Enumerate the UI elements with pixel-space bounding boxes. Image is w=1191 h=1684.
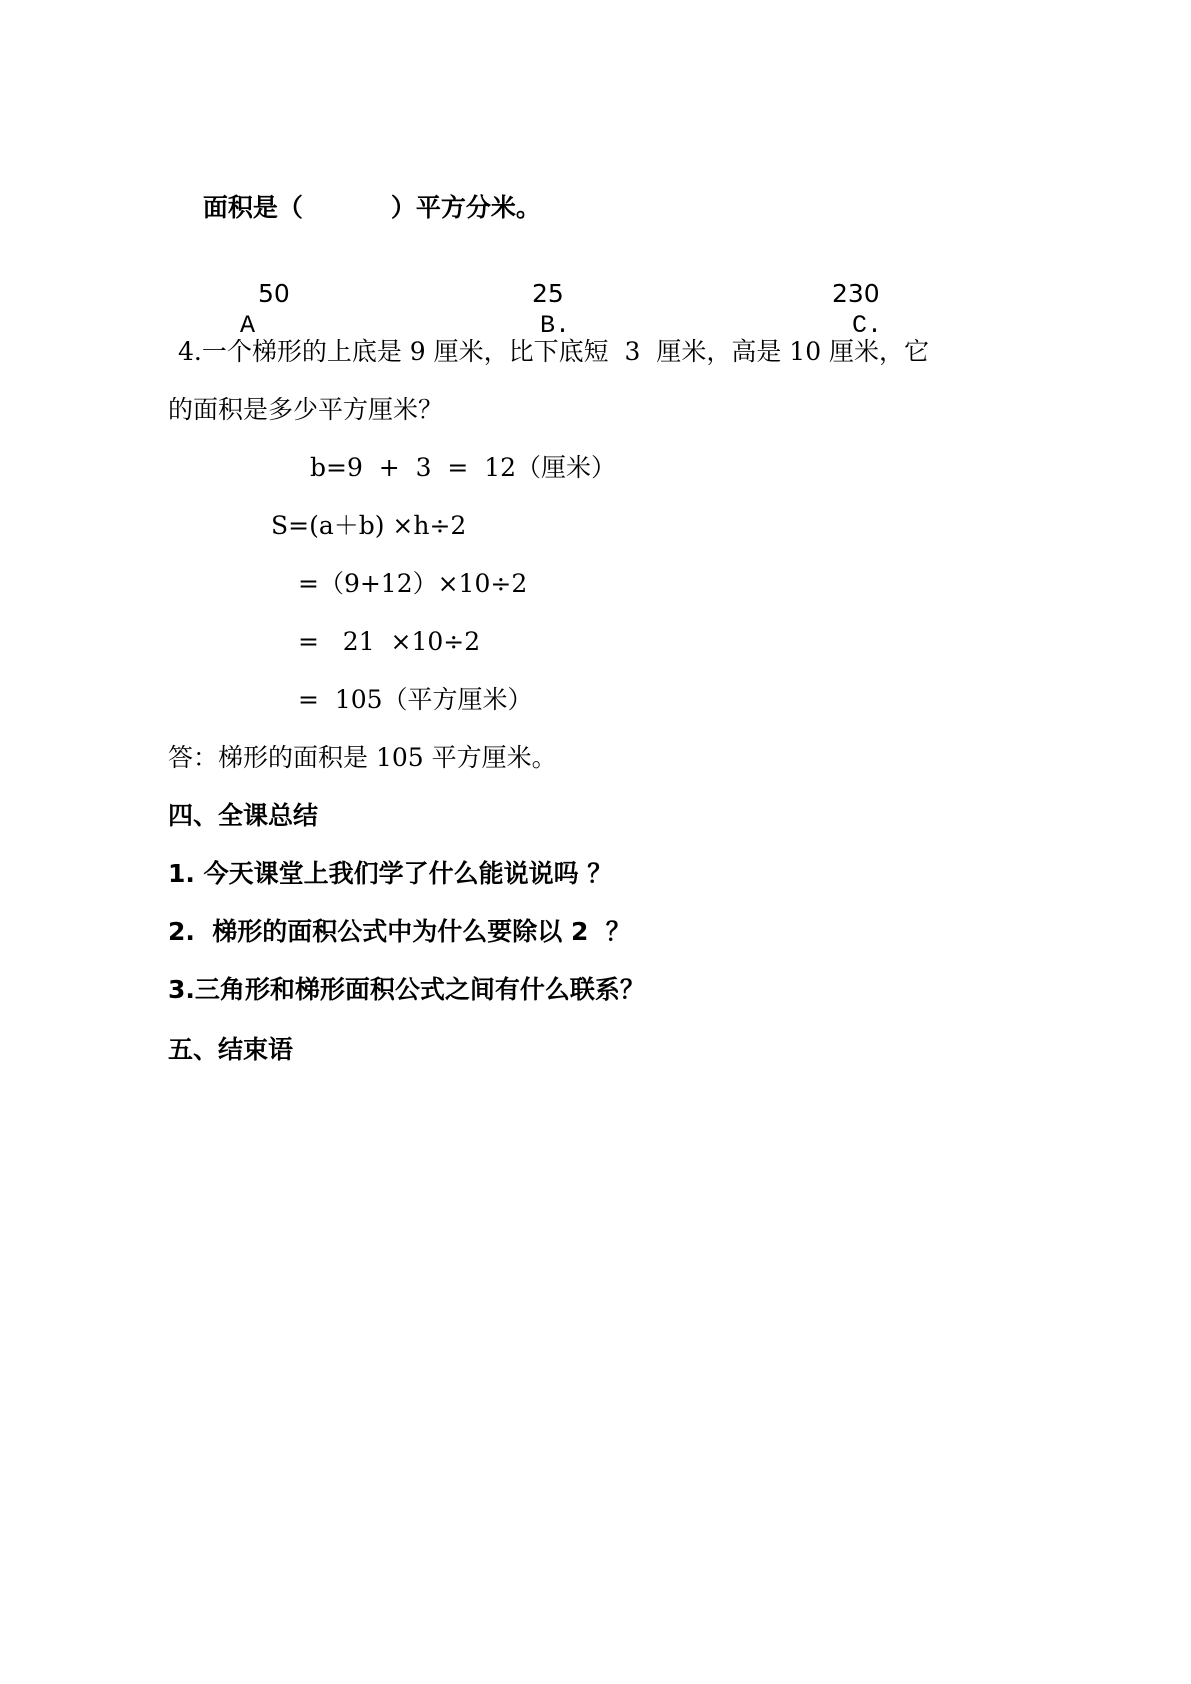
section4-heading: 四、全课总结 bbox=[168, 801, 319, 830]
fill-blank-line bbox=[168, 160, 541, 256]
option-a-value: 50 bbox=[258, 279, 290, 308]
summary-item-2: 2. 梯形的面积公式中为什么要除以 2 ？ bbox=[168, 917, 631, 946]
option-letter: B. bbox=[540, 311, 571, 340]
summary-item-3: 3.三角形和梯形面积公式之间有什么联系？ bbox=[168, 975, 645, 1004]
option-b-value: 25 bbox=[532, 279, 564, 308]
work-step-3: =（9+12）×10÷2 bbox=[298, 569, 528, 598]
problem4-line1: 4.一个梯形的上底是 9 厘米，比下底短 3 厘米，高是 10 厘米，它 bbox=[178, 337, 930, 366]
work-step-5: = 105（平方厘米） bbox=[298, 685, 533, 714]
fill-blank-prefix: 面积是（ bbox=[202, 193, 303, 222]
problem4-line2: 的面积是多少平方厘米？ bbox=[168, 395, 444, 424]
section5-heading: 五、结束语 bbox=[168, 1035, 294, 1064]
work-step-4: = 21 ×10÷2 bbox=[298, 627, 481, 656]
answer-line: 答：梯形的面积是 105 平方厘米。 bbox=[168, 743, 557, 772]
option-letter: C. bbox=[852, 311, 883, 340]
work-step-2: S=(a＋b) ×h÷2 bbox=[271, 511, 467, 540]
fill-blank-suffix: ）平方分米。 bbox=[390, 193, 541, 222]
option-c-value: 230 bbox=[832, 279, 880, 308]
work-step-1: b=9 + 3 = 12（厘米） bbox=[310, 453, 617, 482]
summary-item-1: 1. 今天课堂上我们学了什么能说说吗 ？ bbox=[168, 859, 613, 888]
option-letter: A bbox=[240, 311, 256, 340]
